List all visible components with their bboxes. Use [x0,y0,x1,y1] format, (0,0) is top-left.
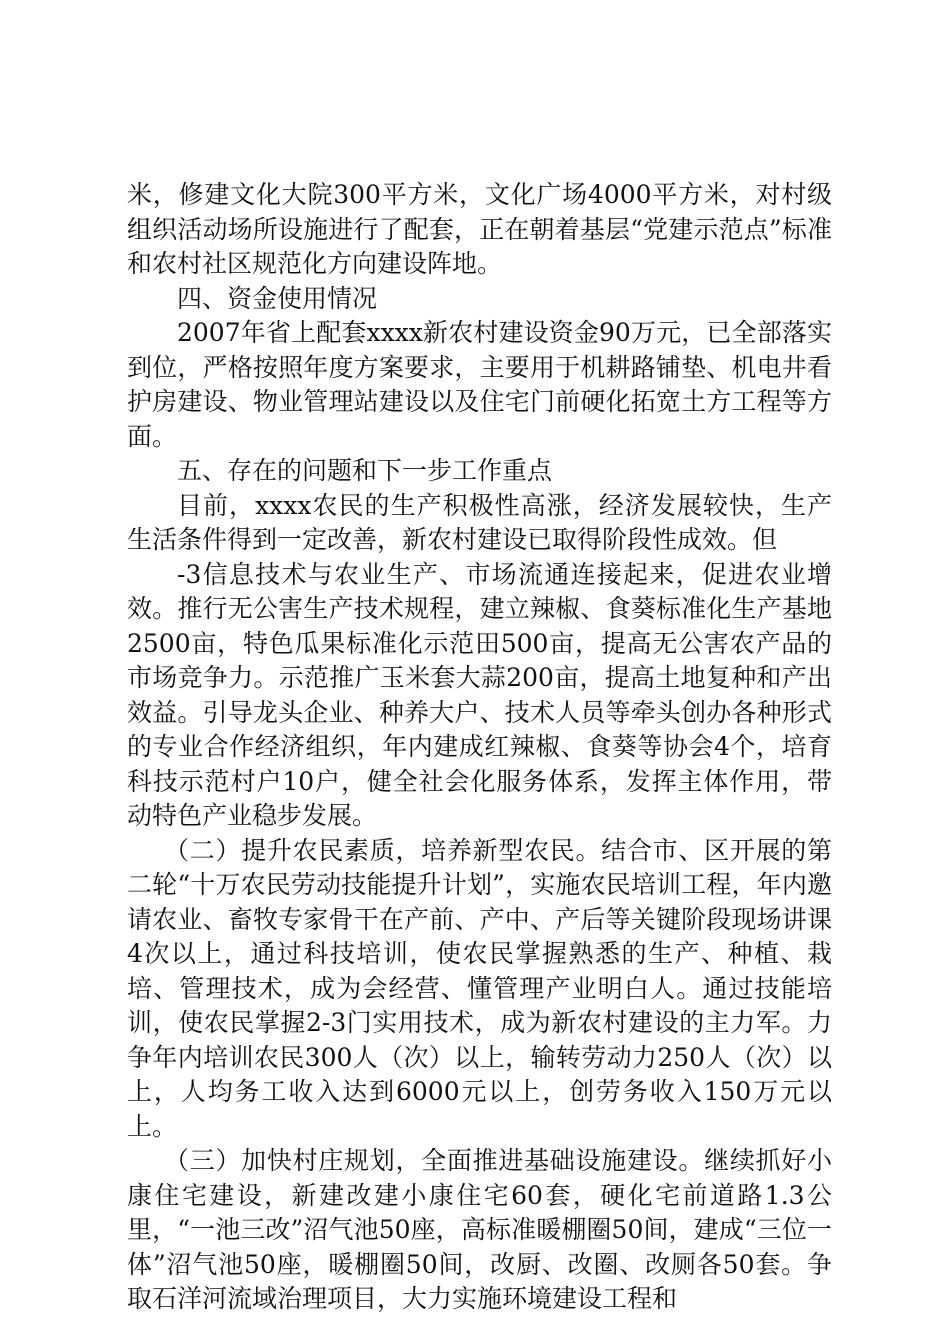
section-heading-4: 四、资金使用情况 [177,283,378,313]
paragraph-info-tech: -3信息技术与农业生产、市场流通连接起来，促进农业增效。推行无公害生产技术规程，建立辣椒、食葵标准化生产基地2500亩，特色瓜果标准化示范田500亩，提高无公害农产品的市场竞争力。示范推广玉米套大蒜200亩，提高土地复种和产出效益。引导龙头企业、种养大户、技术人员等牵头创办各种形式的专业合作经济组织，年内建成红辣椒、食葵等协会4个，培育科技示范村户10户，健全社会化服务体系，发挥主体作用，带动特色产业稳步发展。 [127,559,832,830]
paragraph-farmer-training: （二）提升农民素质，培养新型农民。结合市、区开展的第二轮“十万农民劳动技能提升计划”，实施农民培训工程，年内邀请农业、畜牧专家骨干在产前、产中、产后等关键阶段现场讲课4次以上，通过科技培训，使农民掌握熟悉的生产、种植、栽培、管理技术，成为会经营、懂管理产业明白人。通过技能培训，使农民掌握2-3门实用技术，成为新农村建设的主力军。力争年内培训农民300人（次）以上，输转劳动力250人（次）以上，人均务工收入达到6000元以上，创劳务收入150万元以上。 [127,835,832,1141]
document-body [127,178,832,1317]
paragraph-funding: 2007年省上配套xxxx新农村建设资金90万元，已全部落实到位，严格按照年度方案要求，主要用于机耕路铺垫、机电井看护房建设、物业管理站建设以及住宅门前硬化拓宽土方工程等方面。 [127,318,832,451]
paragraph-village-planning: （三）加快村庄规划，全面推进基础设施建设。继续抓好小康住宅建设，新建改建小康住宅60套，硬化宅前道路1.3公里，“一池三改”沼气池50座，高标准暖棚圈50间，建成“三位一体”沼气池50座，暖棚圈50间，改厨、改圈、改厕各50套。争取石洋河流域治理项目，大力实施环境建设工程和 [127,1146,832,1313]
paragraph-current-status: 目前，xxxx农民的生产积极性高涨，经济发展较快，生产生活条件得到一定改善，新农村建设已取得阶段性成效。但 [127,490,832,554]
section-heading-5: 五、存在的问题和下一步工作重点 [177,456,553,485]
paragraph-continuation: 米，修建文化大院300平方米，文化广场4000平方米，对村级组织活动场所设施进行了配套，正在朝着基层“党建示范点”标准和农村社区规范化方向建设阵地。 [127,180,832,278]
